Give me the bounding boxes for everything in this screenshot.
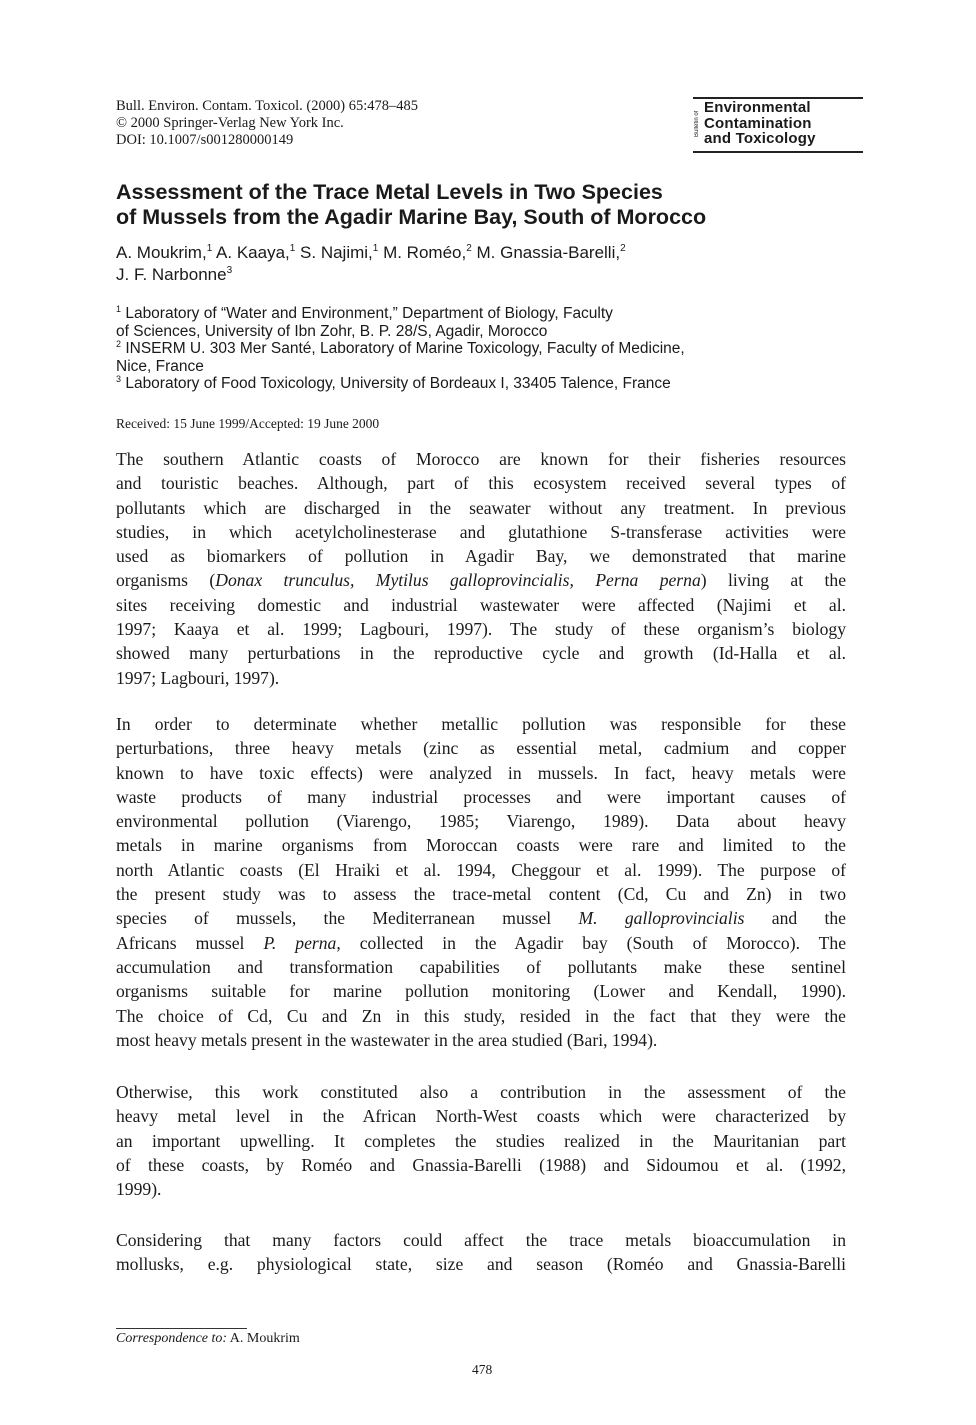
correspondence-footnote (116, 1331, 300, 1347)
title-line: of Mussels from the Agadir Marine Bay, South of Morocco (116, 205, 707, 229)
text-line: environmental pollution (Viarengo, 1985; Viarengo, 1989). Data about heavy (116, 811, 846, 832)
journal-logo-line: Environmental (704, 99, 811, 116)
body-paragraph (116, 1080, 846, 1201)
affiliation-line: of Sciences, University of Ibn Zohr, B. P. 28/S, Agadir, Morocco (116, 322, 548, 340)
footnote-divider (116, 1328, 247, 1329)
text-line: 1999). (116, 1179, 162, 1200)
text-line: Considering that many factors could affect the trace metals bioaccumulation in (116, 1230, 846, 1250)
affiliation-line: Nice, France (116, 357, 204, 375)
author-name: M. Gnassia-Barelli, (471, 243, 621, 262)
text-line: pollutants which are discharged in the seawater without any treatment. In previous (116, 497, 846, 518)
text-line: showed many perturbations in the reproductive cycle and growth (Id-Halla et al. (116, 643, 846, 664)
text-line: and touristic beaches. Although, part of this ecosystem received several types of (116, 473, 846, 494)
author-affiliation-mark: 1 (289, 243, 296, 254)
text-line: sites receiving domestic and industrial wastewater were affected (Najimi et al. (116, 594, 846, 615)
text-line: metals in marine organisms from Moroccan coasts were rare and limited to the (116, 835, 846, 856)
copyright-line: © 2000 Springer-Verlag New York Inc. (116, 115, 344, 131)
text-line: waste products of many industrial processes and were important causes of (116, 786, 846, 807)
text-line: accumulation and transformation capabilities of pollutants make these sentinel (116, 956, 846, 977)
author-affiliation-mark: 1 (372, 243, 379, 254)
correspondence-name: A. Moukrim (227, 1331, 300, 1346)
affiliation-line (116, 375, 685, 393)
text-line: an important upwelling. It completes the studies realized in the Mauritanian part (116, 1130, 846, 1151)
text-line: of these coasts, by Roméo and Gnassia-Barelli (1988) and Sidoumou et al. (1992, (116, 1154, 846, 1175)
text-line: 1997; Kaaya et al. 1999; Lagbouri, 1997). The study of these organism’s biology (116, 619, 846, 640)
body-paragraph (116, 712, 846, 1052)
text-line: the present study was to assess the trace-metal content (Cd, Cu and Zn) in two (116, 884, 846, 905)
body-paragraph (116, 447, 846, 690)
text-line: In order to determinate whether metallic pollution was responsible for these (116, 714, 846, 734)
author-affiliation-mark: 2 (466, 243, 472, 254)
affiliation-mark: 3 (116, 374, 122, 384)
author-line (116, 242, 626, 264)
text-line: studies, in which acetylcholinesterase and glutathione S-transferase activities were (116, 521, 846, 542)
affiliation-mark: 2 (116, 339, 122, 349)
affiliation-mark: 1 (116, 304, 122, 314)
text-line: organisms suitable for marine pollution monitoring (Lower and Kendall, 1990). (116, 981, 846, 1002)
text-line: Otherwise, this work constituted also a contribution in the assessment of the (116, 1082, 846, 1102)
author-name: J. F. Narbonne (116, 265, 227, 284)
text-line: species of mussels, the Mediterranean mussel M. galloprovincialis and the (116, 908, 846, 929)
author-name: A. Kaaya, (212, 243, 290, 262)
author-affiliation-mark: 2 (620, 243, 626, 254)
author-affiliation-mark: 3 (226, 265, 233, 276)
affiliation-list (116, 305, 685, 393)
text-line: Africans mussel P. perna, collected in the Agadir bay (South of Morocco). The (116, 932, 847, 953)
journal-logo-line: and Toxicology (704, 130, 816, 147)
author-affiliation-mark: 1 (206, 243, 213, 254)
text-line: 1997; Lagbouri, 1997). (116, 667, 280, 688)
page-number: 478 (472, 1362, 493, 1377)
correspondence-label: Correspondence to: (116, 1331, 228, 1346)
text-line: most heavy metals present in the wastewater in the area studied (Bari, 1994). (116, 1029, 658, 1050)
article-title (116, 180, 876, 230)
doi-line: DOI: 10.1007/s001280000149 (116, 132, 294, 148)
text-line: known to have toxic effects) were analyzed in mussels. In fact, heavy metals were (116, 762, 846, 783)
journal-logo-bulletin: Bulletin of (694, 110, 700, 138)
citation-block (116, 98, 418, 149)
author-name: S. Najimi, (295, 243, 373, 262)
affiliation-text: Laboratory of Food Toxicology, University of Bordeaux I, 33405 Talence, France (121, 375, 671, 392)
affiliation-line (116, 305, 685, 323)
text-line: heavy metal level in the African North-West coasts which were characterized by (116, 1106, 846, 1127)
title-line: Assessment of the Trace Metal Levels in Two Species (116, 180, 663, 204)
body-paragraph (116, 1228, 846, 1277)
text-line: perturbations, three heavy metals (zinc as essential metal, cadmium and copper (116, 738, 846, 759)
citation-line: Bull. Environ. Contam. Toxicol. (2000) 65:478–485 (116, 98, 418, 114)
text-line: used as biomarkers of pollution in Agadir Bay, we demonstrated that marine (116, 546, 846, 567)
author-name: M. Roméo, (378, 243, 467, 262)
journal-logo-line: Contamination (704, 114, 812, 132)
text-line: north Atlantic coasts (El Hraiki et al. 1994, Cheggour et al. 1999). The purpose of (116, 859, 846, 880)
text-line: The choice of Cd, Cu and Zn in this study, resided in the fact that they were the (116, 1005, 846, 1026)
author-list (116, 242, 626, 286)
journal-logo-name (704, 100, 816, 147)
journal-logo (693, 97, 863, 153)
author-name: A. Moukrim, (116, 243, 207, 262)
received-dates: Received: 15 June 1999/Accepted: 19 June 2000 (116, 416, 380, 431)
text-line: The southern Atlantic coasts of Morocco are known for their fisheries resources (116, 449, 846, 469)
text-line: mollusks, e.g. physiological state, size and season (Roméo and Gnassia-Barelli (116, 1254, 846, 1275)
affiliation-line (116, 340, 685, 358)
affiliation-text: Laboratory of “Water and Environment,” Department of Biology, Faculty (121, 305, 613, 322)
affiliation-text: INSERM U. 303 Mer Santé, Laboratory of Marine Toxicology, Faculty of Medicine, (121, 340, 685, 357)
author-line (116, 264, 626, 286)
text-line: organisms (Donax trunculus, Mytilus galloprovincialis, Perna perna) living at the (116, 570, 846, 591)
